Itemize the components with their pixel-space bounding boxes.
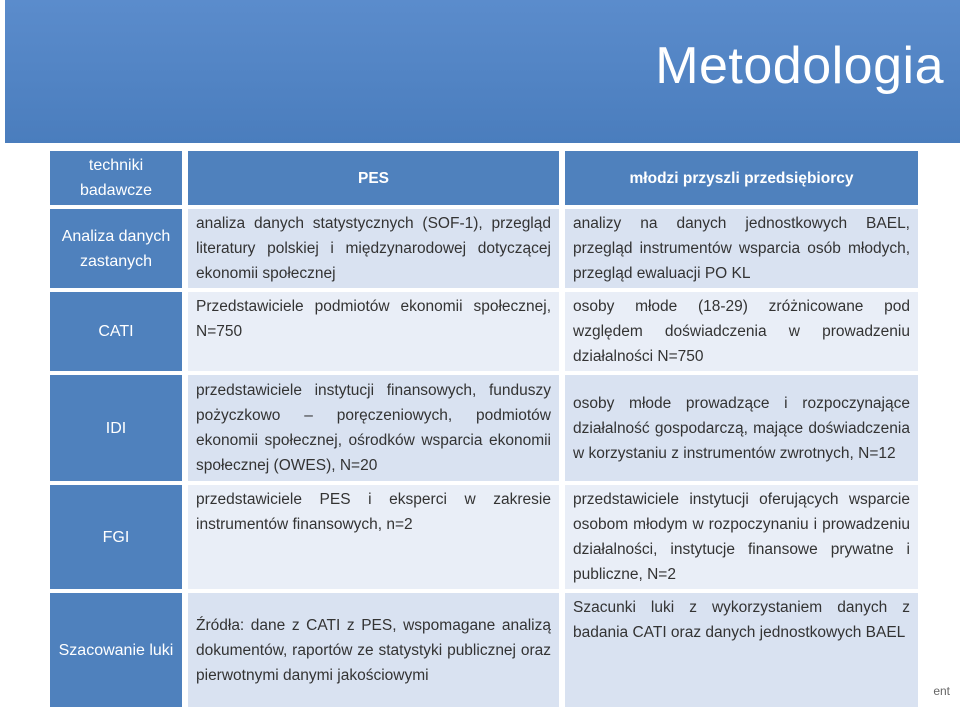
- table-row: [50, 292, 918, 371]
- row-label: Analiza danych zastanych: [50, 209, 182, 288]
- footer-fragment: ent: [933, 684, 950, 698]
- header-row: [50, 151, 918, 205]
- pes-cell: przedstawiciele PES i eksperci w zakresie instrumentów finansowych, n=2: [188, 485, 559, 589]
- methodology-table: [44, 147, 924, 711]
- row-label: CATI: [50, 292, 182, 371]
- young-cell: przedstawiciele instytucji oferujących wsparcie osobom młodym w rozpoczynaniu i prowadzeniu działalności, instytucje finansowe prywatne i publiczne, N=2: [565, 485, 918, 589]
- table-row: [50, 593, 918, 707]
- young-cell: analizy na danych jednostkowych BAEL, przegląd instrumentów wsparcia osób młodych, przegląd ewaluacji PO KL: [565, 209, 918, 288]
- pes-cell: Źródła: dane z CATI z PES, wspomagane analizą dokumentów, raportów ze statystyki publicznej oraz pierwotnymi danymi jakościowymi: [188, 593, 559, 707]
- slide-title: Metodologia: [655, 37, 944, 95]
- pes-cell: przedstawiciele instytucji finansowych, funduszy pożyczkowo – poręczeniowych, podmiotów ekonomii społecznej, ośrodków wsparcia ekonomii społecznej (OWES), N=20: [188, 375, 559, 481]
- pes-cell: Przedstawiciele podmiotów ekonomii społecznej, N=750: [188, 292, 559, 371]
- header-young-entrepreneurs: młodzi przyszli przedsiębiorcy: [565, 151, 918, 205]
- row-label: IDI: [50, 375, 182, 481]
- title-bar: [5, 0, 960, 143]
- young-cell: Szacunki luki z wykorzystaniem danych z badania CATI oraz danych jednostkowych BAEL: [565, 593, 918, 707]
- header-pes: PES: [188, 151, 559, 205]
- header-techniques: techniki badawcze: [50, 151, 182, 205]
- table-row: [50, 485, 918, 589]
- row-label: FGI: [50, 485, 182, 589]
- table-row: [50, 375, 918, 481]
- row-label: Szacowanie luki: [50, 593, 182, 707]
- pes-cell: analiza danych statystycznych (SOF-1), przegląd literatury polskiej i międzynarodowej dotyczącej ekonomii społecznej: [188, 209, 559, 288]
- young-cell: osoby młode (18-29) zróżnicowane pod względem doświadczenia w prowadzeniu działalności N=750: [565, 292, 918, 371]
- young-cell: osoby młode prowadzące i rozpoczynające działalność gospodarczą, mające doświadczenia w korzystaniu z instrumentów zwrotnych, N=12: [565, 375, 918, 481]
- table-row: [50, 209, 918, 288]
